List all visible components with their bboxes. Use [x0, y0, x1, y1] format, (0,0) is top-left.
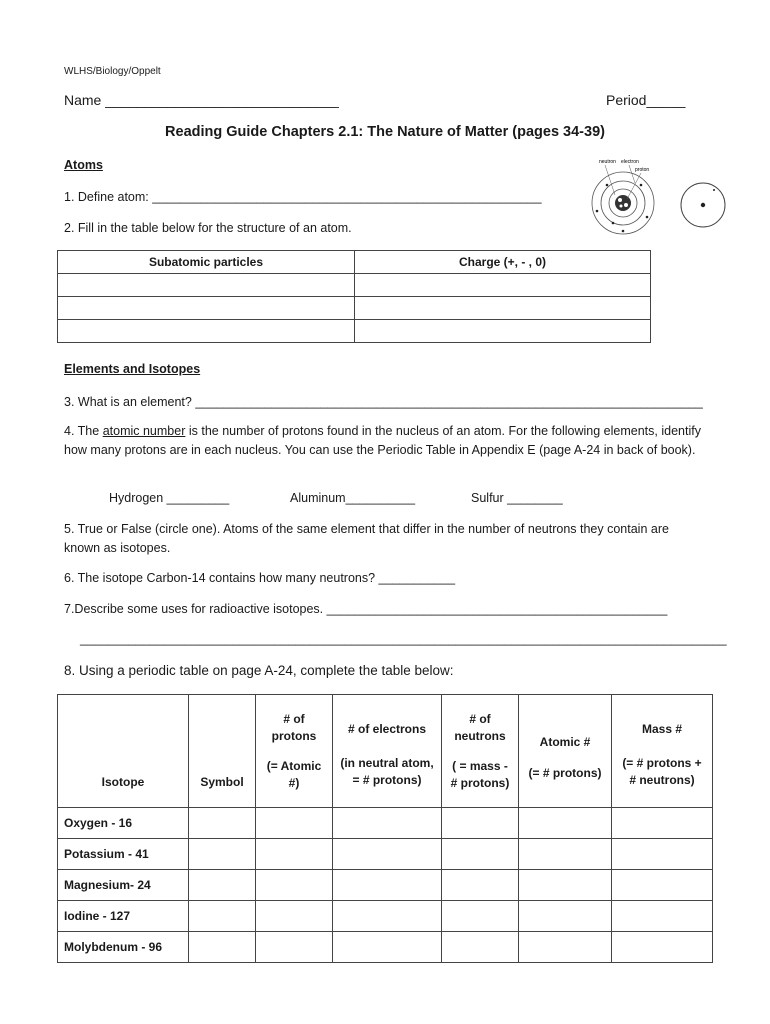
table-row — [58, 297, 651, 320]
header-text: ( = mass - — [452, 758, 508, 773]
header-text: (= # protons) — [528, 766, 602, 780]
table-cell[interactable] — [256, 932, 333, 963]
table-cell[interactable] — [519, 808, 612, 839]
table-cell[interactable] — [58, 274, 355, 297]
header-text: (= # protons + — [622, 756, 702, 770]
table-cell[interactable] — [519, 901, 612, 932]
table-cell[interactable] — [333, 901, 442, 932]
column-header-isotope: Isotope — [58, 695, 189, 808]
table-cell[interactable] — [256, 901, 333, 932]
table-row — [58, 808, 713, 839]
header-text: # of — [283, 711, 305, 726]
sulfur-blank: Sulfur ________ — [471, 491, 563, 505]
table-cell[interactable] — [612, 808, 713, 839]
question-6: 6. The isotope Carbon-14 contains how many neutrons? ___________ — [64, 571, 456, 585]
table-cell[interactable] — [519, 870, 612, 901]
question-4-prefix: 4. The — [64, 424, 103, 438]
column-header: Charge (+, - , 0) — [355, 251, 651, 274]
table-row — [58, 839, 713, 870]
table-cell[interactable] — [58, 320, 355, 343]
header-text: Mass # — [641, 722, 683, 736]
isotope-name: Iodine - 127 — [58, 901, 189, 932]
question-5: 5. True or False (circle one). Atoms of the same element that differ in the number of neutrons they contain are known as isotopes. — [64, 522, 669, 555]
table-cell[interactable] — [442, 901, 519, 932]
table-cell[interactable] — [519, 839, 612, 870]
course-header: WLHS/Biology/Oppelt — [64, 66, 161, 77]
table-row — [58, 870, 713, 901]
header-text: # of — [469, 711, 491, 726]
column-header-neutrons — [442, 695, 519, 808]
table-cell[interactable] — [189, 839, 256, 870]
section-elements-heading: Elements and Isotopes — [64, 362, 201, 376]
table-cell[interactable] — [333, 839, 442, 870]
isotope-name: Magnesium- 24 — [58, 870, 189, 901]
table-cell[interactable] — [612, 901, 713, 932]
isotope-name: Molybdenum - 96 — [58, 932, 189, 963]
header-text: # neutrons) — [629, 773, 695, 787]
header-text: = # protons) — [352, 773, 422, 787]
question-4 — [64, 422, 704, 460]
table-cell[interactable] — [333, 932, 442, 963]
atomic-number-term: atomic number — [102, 424, 186, 438]
name-field: Name ______________________________ — [64, 92, 339, 108]
table-cell[interactable] — [355, 274, 651, 297]
table-cell[interactable] — [189, 932, 256, 963]
table-cell[interactable] — [442, 839, 519, 870]
question-7-answer-line: _____________________________________________________________________________________________ — [80, 632, 727, 646]
table-row — [58, 274, 651, 297]
table-cell[interactable] — [333, 808, 442, 839]
table-cell[interactable] — [442, 808, 519, 839]
header-text: #) — [288, 775, 300, 790]
column-header-mass-number — [612, 695, 713, 808]
question-7: 7.Describe some uses for radioactive isotopes. _________________________________________________ — [64, 602, 668, 616]
question-8: 8. Using a periodic table on page A-24, complete the table below: — [64, 663, 454, 678]
diagram-label-neutron: neutron — [599, 159, 616, 165]
isotope-name: Potassium - 41 — [58, 839, 189, 870]
diagram-label-proton: proton — [635, 167, 650, 173]
table-cell[interactable] — [442, 932, 519, 963]
column-header-protons — [256, 695, 333, 808]
table-row — [58, 320, 651, 343]
column-header-symbol: Symbol — [189, 695, 256, 808]
column-header: Subatomic particles — [58, 251, 355, 274]
subatomic-table — [57, 250, 651, 343]
isotope-name: Oxygen - 16 — [58, 808, 189, 839]
table-cell[interactable] — [256, 808, 333, 839]
table-row — [58, 932, 713, 963]
table-row — [58, 901, 713, 932]
page-title: Reading Guide Chapters 2.1: The Nature of Matter (pages 34-39) — [165, 124, 605, 140]
column-header-electrons — [333, 695, 442, 808]
table-cell[interactable] — [442, 870, 519, 901]
header-text: neutrons — [454, 728, 506, 743]
table-cell[interactable] — [256, 870, 333, 901]
period-field: Period_____ — [606, 92, 686, 108]
table-cell[interactable] — [333, 870, 442, 901]
atom-diagram-simple — [678, 180, 728, 230]
question-1: 1. Define atom: ________________________________________________________ — [64, 190, 542, 204]
aluminum-blank: Aluminum__________ — [290, 491, 416, 505]
header-text: (in neutral atom, — [340, 756, 434, 770]
table-cell[interactable] — [189, 808, 256, 839]
table-header-row — [58, 251, 651, 274]
header-text: Atomic # — [539, 735, 591, 749]
header-text: protons — [271, 728, 317, 743]
question-2: 2. Fill in the table below for the structure of an atom. — [64, 221, 352, 235]
question-3: 3. What is an element? _________________________________________________________________________ — [64, 395, 703, 409]
table-cell[interactable] — [189, 901, 256, 932]
table-cell[interactable] — [355, 297, 651, 320]
question-4-body: is the number of protons found in the nucleus of an atom. For the following elements, identify how many protons are in each nucleus. You can use the Periodic Table in Appendix E (page A-24 in back of book). — [64, 424, 701, 457]
column-header-atomic-number — [519, 695, 612, 808]
table-cell[interactable] — [189, 870, 256, 901]
header-text: # of electrons — [347, 722, 427, 736]
table-cell[interactable] — [612, 839, 713, 870]
section-atoms-heading: Atoms — [64, 158, 103, 172]
table-cell[interactable] — [58, 297, 355, 320]
header-text: (= Atomic — [266, 758, 322, 773]
table-cell[interactable] — [612, 870, 713, 901]
hydrogen-blank: Hydrogen _________ — [109, 491, 230, 505]
header-text: # protons) — [450, 775, 510, 790]
diagram-label-electron: electron — [621, 159, 639, 165]
atom-diagram-detailed — [585, 155, 665, 235]
isotope-table — [57, 694, 713, 963]
table-cell[interactable] — [256, 839, 333, 870]
table-cell[interactable] — [355, 320, 651, 343]
table-cell[interactable] — [519, 932, 612, 963]
table-header-row — [58, 695, 713, 808]
table-cell[interactable] — [612, 932, 713, 963]
